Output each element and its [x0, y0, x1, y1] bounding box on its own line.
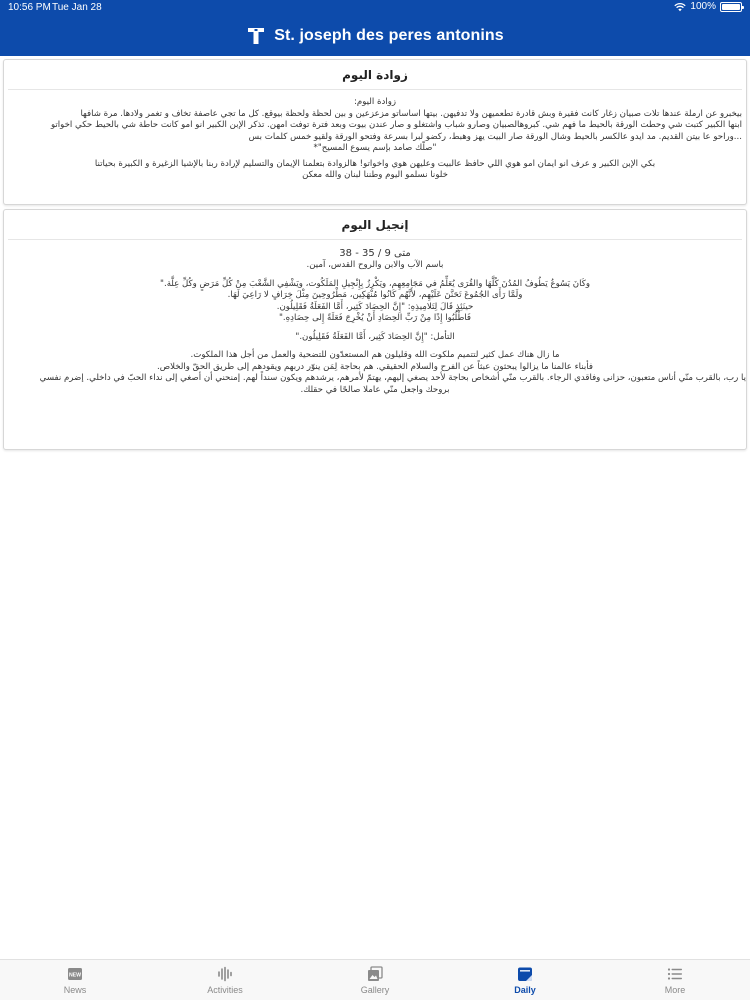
- card-text-line: ...وراحو عا بيتن القديم. مد ايدو عالكسر بالحيط وشال الورقة صار البيت يهز وهبط، ركضو لبرا بسرعة وفتحو الورقة ولقيو خمس كلمات بس: [248, 131, 742, 142]
- card-text-line: التأمل: "إِنَّ الحِصَادَ كَثِير، أَمَّا الفَعَلَةُ فَقَلِيلُون.": [295, 331, 455, 342]
- card-text-line: بكي الإبن الكبير و عرف انو ايمان امو هوي اللي حافظ عالبيت وعليهن هوي واخواتو! هالزوادة بتعلمنا الإيمان والتسليم لإرادة ربنا بالإشيا الزغيرة و الكبيرة بحياتنا: [94, 158, 656, 169]
- card-text-line: ما زال هناك عمل كثير لتتميم ملكوت الله وقليلون هم المستعدّون للتضحية والعمل من أجل هذا الملكوت.: [190, 350, 560, 360]
- card-text-line: زوادة اليوم:: [353, 97, 396, 107]
- tab-more[interactable]: [600, 960, 750, 1000]
- card-text-line: يا رب، بالقرب منّي أناس متعبون، حزانى وفاقدي الرجاء. بالقرب منّي أشخاص بحاجة لأحد يصغي إليهم، يهتمّ لأمرهم، يرشدهم ويكون سنداً لهم. إمنحني أن أصغي إلى نداء الحبّ في داخلي. إضرم نفسي: [39, 373, 746, 383]
- calendar-icon: [517, 966, 533, 982]
- tab-news[interactable]: [0, 960, 150, 1000]
- tab-label: News: [63, 985, 87, 995]
- tab-label: Gallery: [360, 985, 390, 995]
- status-indicators: [674, 1, 742, 12]
- card-text-line: فأبناء عالمنا ما يزالوا يبحثون عبثاً عن الفرح والسلام الحقيقي. هم بحاجة لِمَن ينوّر دربهم ويقودهم إلى طريق الحقّ والخلاص.: [156, 361, 593, 372]
- card-text-line: وكَانَ يَسُوعُ يَطُوفُ المُدُنَ كُلَّهَا والقُرَى يُعَلِّمُ في مَجَامِعِهِم، ويَكْرِزُ بِإِنْجِيلِ المَلَكُوت، ويَشْفِي الشَّعْبَ مِنْ كُلِّ مَرَضٍ وكُلِّ عِلَّة.": [160, 278, 590, 289]
- tab-label: Activities: [207, 985, 243, 995]
- card-text-line: فَاطْلُبُوا إِذًا مِنْ رَبِّ الحِصَادِ أَنْ يُخْرِجَ فَعَلَةً إِلى حِصَادِهِ.": [278, 313, 472, 323]
- news-icon: [67, 966, 83, 982]
- app-header: [0, 0, 750, 56]
- card-text-line: حينَئِذٍ قَالَ لِتَلامِيذِهِ: "إِنَّ الحِصَادَ كَثِير، أَمَّا الفَعَلَةُ فَقَلِيلُون.: [276, 301, 474, 312]
- battery-percent: 100%: [690, 1, 716, 12]
- audio-wave-icon: [217, 966, 233, 982]
- daily-gospel-card: [3, 209, 747, 450]
- app-title: St. joseph des peres antonins: [274, 27, 504, 44]
- tab-activities[interactable]: [150, 960, 300, 1000]
- card-text-line: خلونا نسلمو اليوم وطننا لبنان والله معكن: [302, 170, 448, 180]
- status-date: Tue Jan 28: [52, 2, 102, 13]
- card-title: زوادة اليوم: [8, 60, 742, 90]
- list-icon: [667, 966, 683, 982]
- bottom-tab-bar: [0, 959, 750, 1000]
- card-text-line: ابنها الكبير كتبت شي وحطت الورقة بالحيط ما فهم شي. كبروهالصبيان وصارو شباب واشتغلو و صار عندن بيوت وبعد فترة توفت امهن. تذكر الإبن الكبير انو امو كانت حاطة شي بالحيط حكي اخواتو: [50, 120, 742, 130]
- card-text-line: بيخبرو عن ارملة عندها تلات صبيان زغار كانت فقيرة وبش قادرة تطعميهن ولا تدفيهن. بيتها اساساتو مزعزعين و بين لحظة ولحظة بيوقع. كل ما تجي عاصفة تخاف و تغمر ولادها. مرة شافها: [80, 108, 742, 119]
- daily-provision-card: [3, 59, 747, 205]
- card-text-line: باسم الآب والابن والروح القدس، آمين.: [306, 260, 444, 270]
- status-bar: [0, 0, 750, 16]
- logo-icon: [246, 26, 266, 46]
- card-text-line: بروحك واجعل منّي عاملا صالحًا في حقلك.: [300, 384, 450, 395]
- svg-text:NEW: NEW: [68, 972, 82, 979]
- wifi-icon: [674, 2, 686, 12]
- card-text-line: "صلّك صامد بإسم يسوع المسيح"*: [313, 143, 437, 153]
- tab-gallery[interactable]: [300, 960, 450, 1000]
- card-text-line: ولَمَّا رَأَى الجُمُوعَ تَحَنَّنَ عَلَيْهِم، لأَنَّهُم كَانُوا مُنْهَكِين، مَطْرُوحِينَ مِثْلَ خِرَافٍ لا رَاعِيَ لَهَا.: [227, 290, 523, 300]
- tab-daily[interactable]: [450, 960, 600, 1000]
- card-title: إنجيل اليوم: [8, 210, 742, 240]
- battery-level: [722, 4, 740, 10]
- tab-label: Daily: [514, 985, 536, 995]
- app-bar: [0, 16, 750, 56]
- gospel-reference: متى 9 / 35 - 38: [339, 248, 411, 259]
- gallery-icon: [367, 966, 383, 982]
- tab-label: More: [664, 985, 686, 995]
- battery-icon: [720, 2, 742, 12]
- status-time: 10:56 PM: [8, 2, 51, 13]
